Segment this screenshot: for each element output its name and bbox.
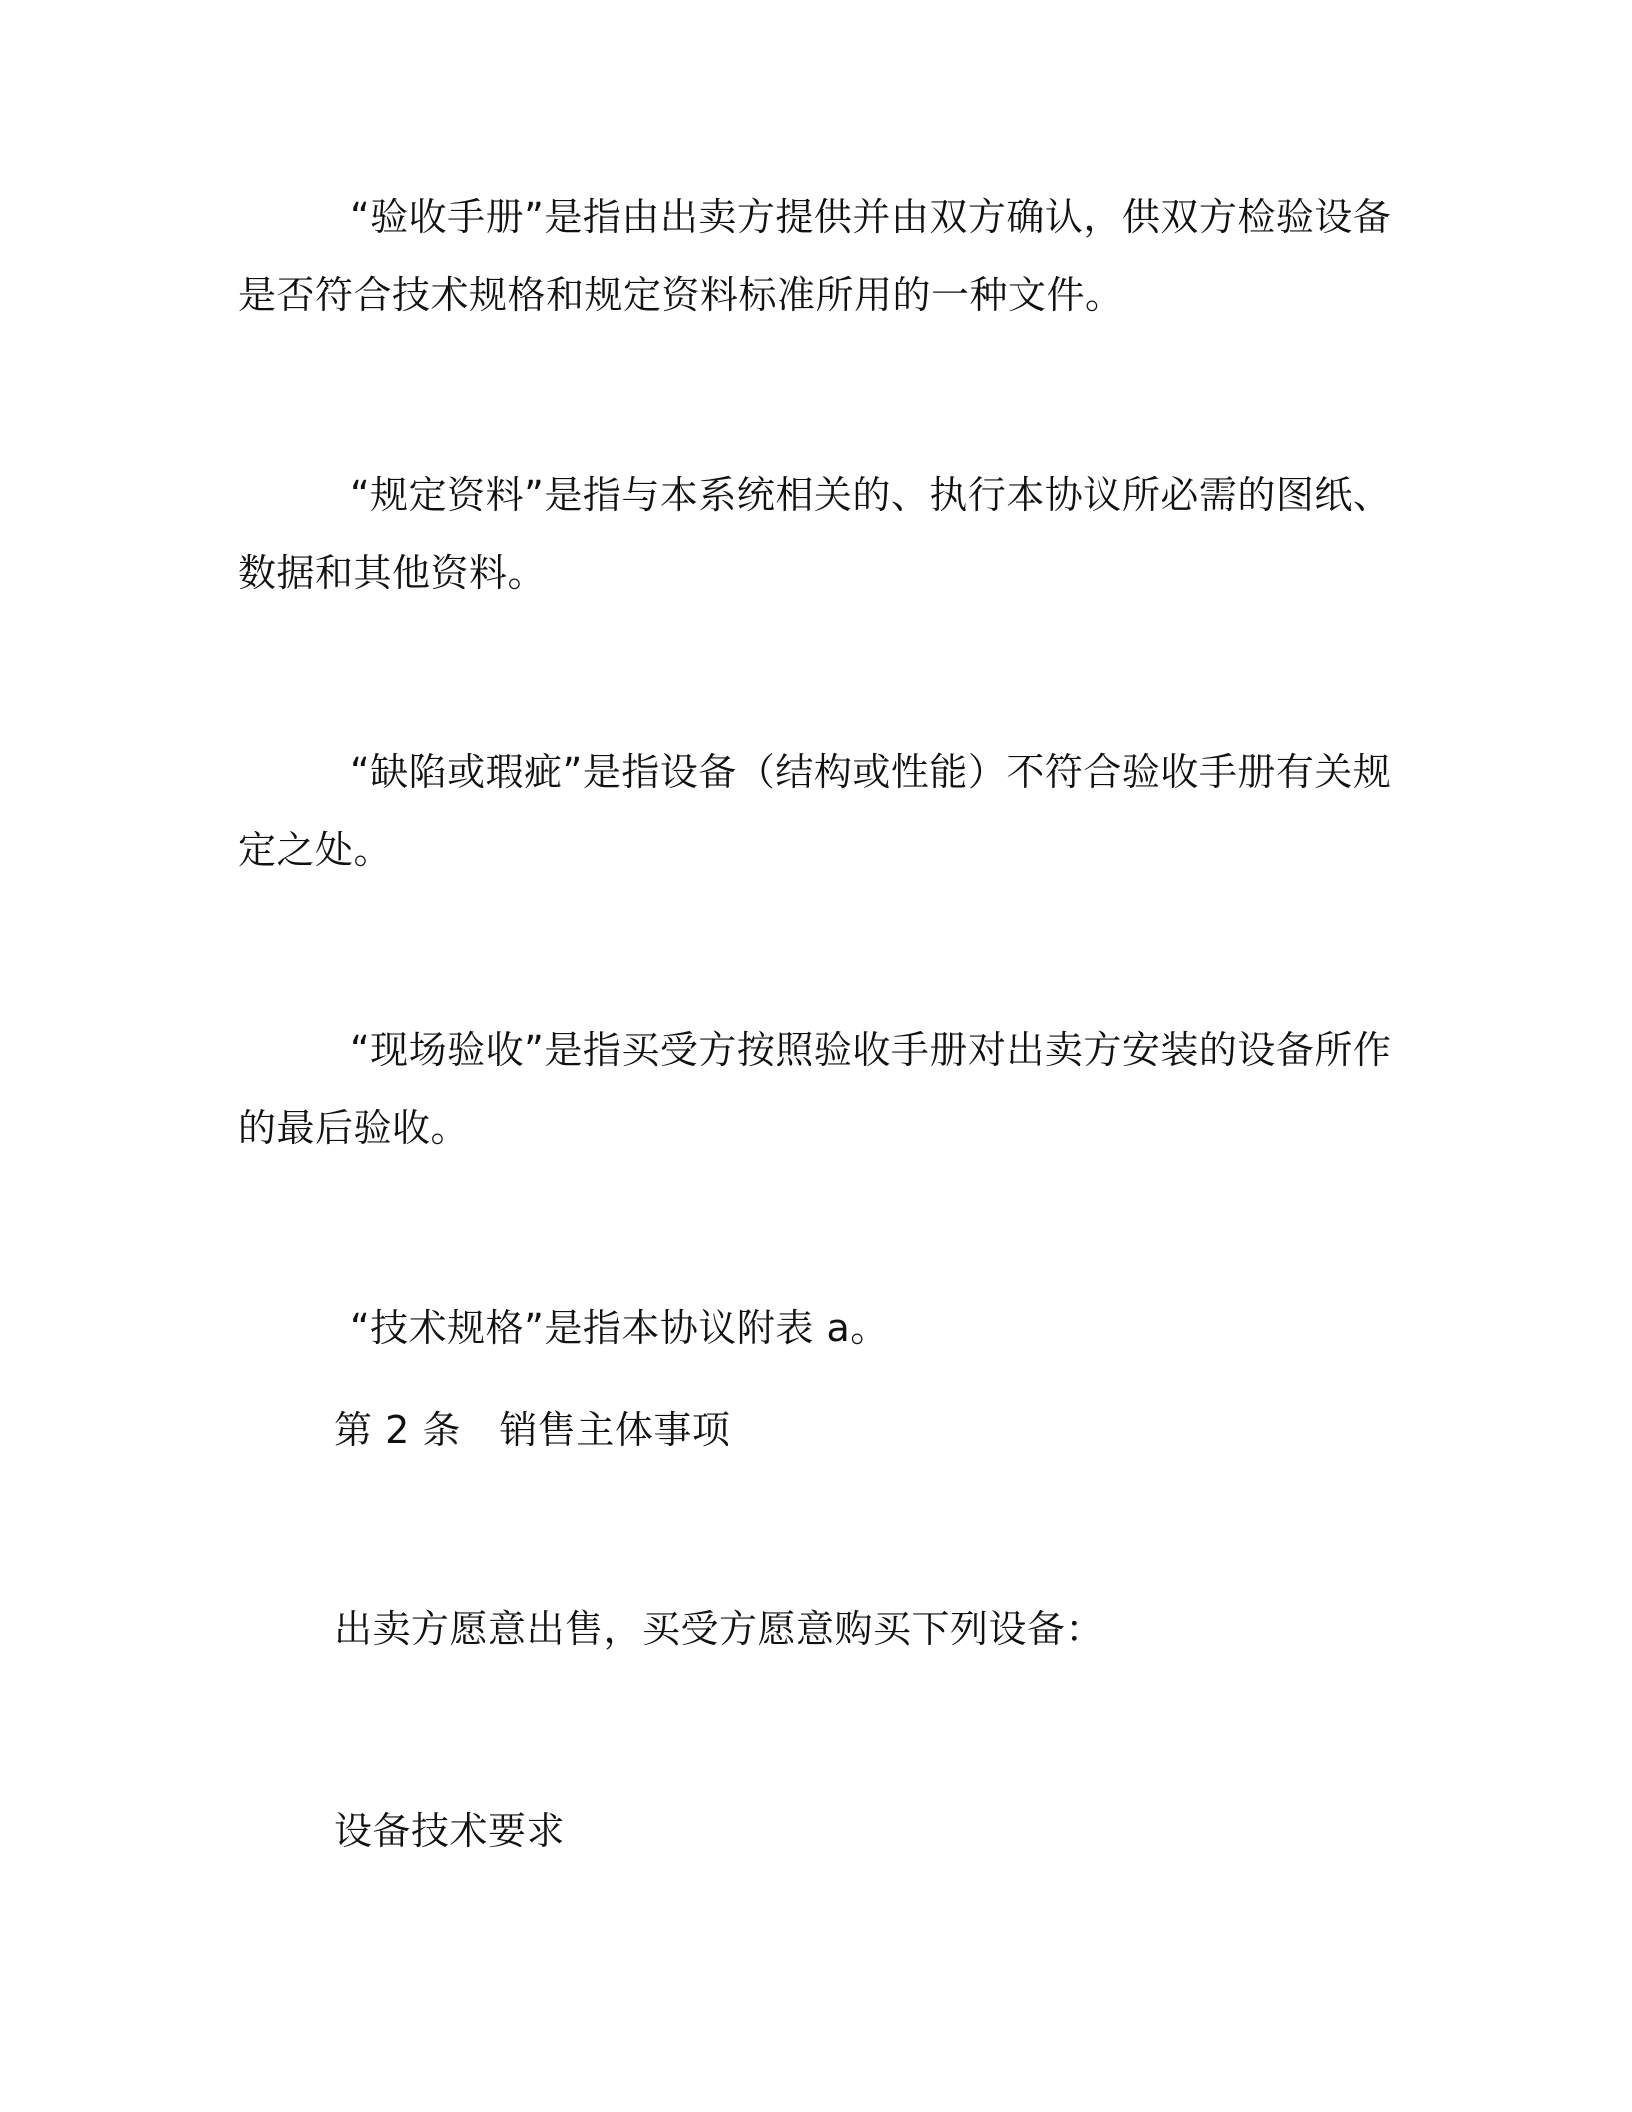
definition-site-acceptance-line1: “现场验收”是指买受方按照验收手册对出卖方安装的设备所作	[350, 1028, 1392, 1072]
definition-specified-materials-line2: 数据和其他资料。	[238, 551, 547, 595]
article-heading: 第 2 条 销售主体事项	[334, 1408, 731, 1452]
definition-site-acceptance-line2: 的最后验收。	[238, 1106, 470, 1150]
definition-defect-line1: “缺陷或瑕疵”是指设备（结构或性能）不符合验收手册有关规	[350, 750, 1392, 794]
definition-acceptance-manual-line1: “验收手册”是指由出卖方提供并由双方确认，供双方检验设备	[350, 195, 1392, 239]
definition-defect-line2: 定之处。	[238, 828, 393, 872]
definition-specified-materials-line1: “规定资料”是指与本系统相关的、执行本协议所必需的图纸、	[350, 473, 1392, 517]
article-statement: 出卖方愿意出售，买受方愿意购买下列设备：	[334, 1607, 1105, 1651]
definition-acceptance-manual-line2: 是否符合技术规格和规定资料标准所用的一种文件。	[238, 273, 1124, 317]
equipment-technical-requirements-heading: 设备技术要求	[334, 1809, 566, 1853]
definition-technical-specs: “技术规格”是指本协议附表 a。	[350, 1306, 889, 1350]
